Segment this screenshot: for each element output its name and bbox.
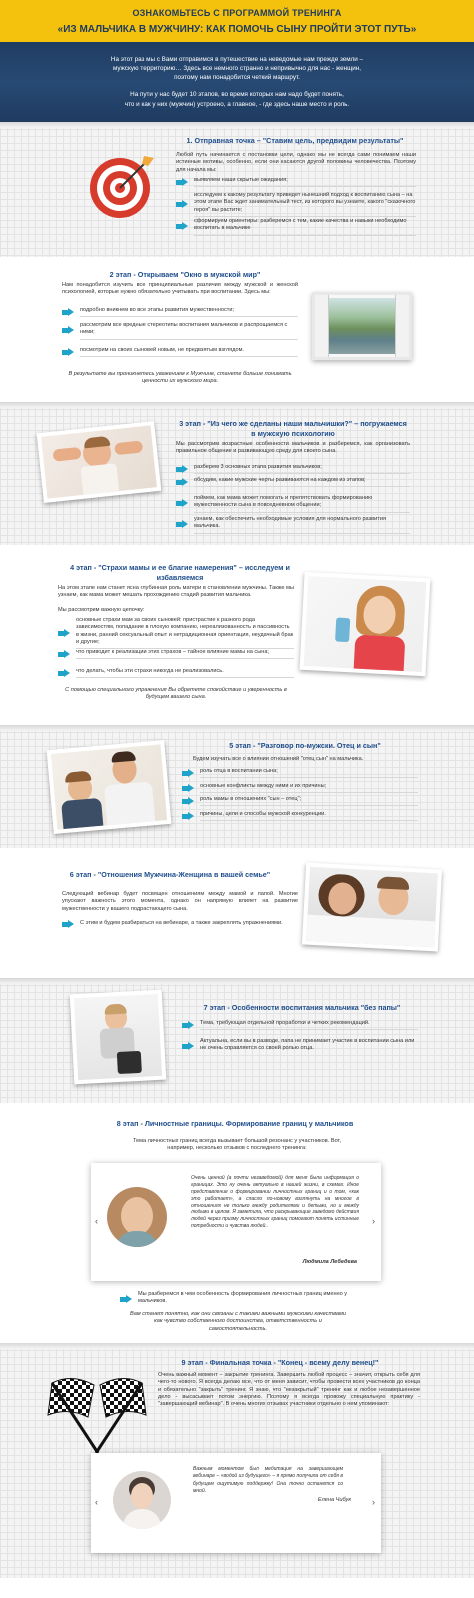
list-item — [58, 617, 294, 649]
list-item-text: основные конфликты между ними и их причины; — [200, 783, 418, 793]
reviewer-avatar — [113, 1471, 171, 1529]
reviewer-name: Елена Чибук — [317, 1497, 351, 1503]
stage-2-section — [0, 257, 474, 402]
list-item-text: роль мамы в отношениях "сын – отец"; — [200, 796, 418, 806]
stage-4-note: С помощью специального упражнения Вы обретете спокойствие и уверенность в будущем вашего сына. — [65, 687, 287, 701]
list-item — [176, 495, 410, 513]
prev-arrow-icon[interactable]: ‹ — [95, 1497, 98, 1507]
list-item — [176, 177, 416, 187]
arrow-icon — [182, 1042, 195, 1051]
arrow-icon — [182, 812, 195, 821]
stage-6-text: Следующий вебинар будет посвящен отношениям между мамой и папой. Многие упускают важность этого момента, однако он напрямую влияет на развитие мужественности у вашего подрастающего сына. — [62, 891, 298, 912]
next-arrow-icon[interactable]: › — [372, 1216, 375, 1226]
stage-1-section — [0, 122, 474, 257]
list-item — [62, 307, 298, 317]
intro-block — [0, 42, 474, 122]
review-card — [91, 1163, 381, 1281]
arrow-icon — [58, 629, 71, 638]
stage-3-section — [0, 402, 474, 545]
boy-flexing-photo — [37, 421, 162, 503]
stage-7-title: 7 этап - Особенности воспитания мальчика "без папы" — [203, 1003, 401, 1012]
checkered-flags-icon — [42, 1373, 152, 1455]
list-item — [182, 1038, 418, 1055]
arrow-icon — [176, 222, 189, 231]
list-item — [58, 649, 294, 659]
intro-line: что и как у них (мужчин) устроено, а главное, - где здесь наше место и роль. — [124, 100, 350, 108]
review-text: Важным моментом был медитация на завершающем вебинаре – «водой из будущего» – я прямо получила от себя в будущем ощутимую поддержку! Она точно останется со мной. — [193, 1466, 343, 1494]
list-item — [182, 811, 418, 821]
list-item-text: обсудим, какие мужские черты развиваются на каждом из этапов; — [194, 477, 410, 487]
stage-4-section — [0, 545, 474, 725]
list-item — [182, 783, 418, 793]
list-item-text: Мы разберемся в чем особенность формирования личностных границ именно у мальчиков. — [138, 1291, 348, 1305]
list-item-text: сформируем ориентиры: разберемся с тем, какие качества и навыки необходимо воспитать в мальчике — [194, 218, 416, 236]
review-card — [91, 1453, 381, 1553]
header-banner — [0, 0, 474, 42]
list-item — [176, 464, 410, 474]
arrow-icon — [120, 1295, 133, 1304]
window-image — [312, 292, 412, 360]
list-item-text: исследуем к какому результату приведет нынешний подход к воспитанию сына – на этом этапе Вас ждет занимательный тест, из которого вы узнаете, какого "сказочного героя" вы растите; — [194, 192, 416, 217]
list-item-text: Тема, требующая отдельной проработки и четких рекомендаций. — [200, 1020, 418, 1030]
review-text: Очень ценной (а почти незаведомой) для меня была информация о границах. Это ну очень актуально в нашей жизни, в схемах. Иное представление о формировании личностных границ и о том, «как это работает», а спасло по-новому взглянуть на многое в отношениях не только между родителями и детьми, но и между людьми в целом. Я заметила, что раскрывающие заведомо действия людей через призму личностных границ помогают понять истинные потребности и чувства людей.. — [191, 1175, 359, 1230]
arrow-icon — [58, 650, 71, 659]
target-icon — [88, 152, 156, 220]
stage-1-text: Любой путь начинается с постановки цели, однако мы не всегда сами понимаем наши истинные мотивы, особенно, если они касаются другой половины человечества. Поэтому для начала мы: — [176, 152, 416, 173]
list-item — [120, 1291, 352, 1308]
arrow-icon — [176, 178, 189, 187]
list-item — [62, 347, 298, 357]
list-item-text: что делать, чтобы эти страхи никогда не реализовались. — [76, 668, 294, 678]
couple-photo — [302, 862, 442, 951]
list-item-text: посмотрим на своих сыновей новым, не предвзятым взглядом. — [80, 347, 298, 357]
arrow-icon — [176, 478, 189, 487]
list-item — [176, 218, 416, 236]
stage-2-text: Нам понадобится изучить все принципиальные различия между мужской и женской психологией, которые нужно обязательно учитывать при воспитании. Здесь мы: — [62, 282, 298, 296]
arrow-icon — [176, 499, 189, 508]
stage-9-section — [0, 1343, 474, 1578]
list-item-text: поймем, как мама может помогать и препятствовать формированию мужественности сына в повседневном общении; — [194, 495, 410, 513]
arrow-icon — [176, 520, 189, 529]
list-item — [176, 516, 410, 534]
stage-7-section — [0, 978, 474, 1103]
list-item-text: Актуальна, если вы в разводе, папа не принимает участие в воспитании сына или не очень справляется со своей ролью отца. — [200, 1038, 415, 1052]
prev-arrow-icon[interactable]: ‹ — [95, 1216, 98, 1226]
stage-8-title: 8 этап - Личностные границы. Формирование границ у мальчиков — [116, 1119, 354, 1128]
sad-boy-photo — [70, 990, 167, 1085]
list-item — [58, 668, 294, 678]
stage-6-section — [0, 848, 474, 978]
header-subtitle: ОЗНАКОМЬТЕСЬ С ПРОГРАММОЙ ТРЕНИНГА — [132, 8, 342, 18]
list-item-text: подробно вникнем во все этапы развития мужественности; — [80, 307, 298, 317]
arrow-icon — [62, 308, 75, 317]
list-item-text: причины, цели и способы мужской конкуренции. — [200, 811, 418, 821]
stage-5-text: Будем изучать все о влиянии отношений "отец сын" на мальчика. — [193, 756, 364, 762]
stage-4-text-2: Мы рассмотрим важную цепочку: — [58, 607, 145, 613]
worried-woman-photo — [300, 572, 431, 676]
header-title: «ИЗ МАЛЬЧИКА В МУЖЧИНУ: КАК ПОМОЧЬ СЫНУ ПРОЙТИ ЭТОТ ПУТЬ» — [57, 23, 417, 35]
stage-3-title: 3 этап - "Из чего же сделаны наши мальчишки?" – погружаемся в мужскую психологию — [179, 419, 407, 438]
father-son-photo — [47, 740, 172, 834]
list-item — [182, 768, 418, 778]
list-item — [62, 322, 298, 340]
stage-4-title: 4 этап - "Страхи мамы и ее благие намерения" – исследуем и избавляемся — [70, 563, 290, 582]
reviewer-avatar — [107, 1187, 167, 1247]
list-item — [182, 796, 418, 806]
list-item — [182, 1020, 418, 1030]
list-item-text: роль отца в воспитании сына; — [200, 768, 418, 778]
stage-2-note: В результате вы проникнетесь уважением к Мужчине, станете больше понимать ценности их мужского мира. — [68, 371, 292, 385]
stage-5-title: 5 этап - "Разговор по-мужски. Отец и сын" — [229, 741, 381, 750]
stage-9-title: 9 этап - Финальная точка - "Конец - всему делу венец!" — [181, 1358, 379, 1367]
list-item-text: разберем 3 основных этапа развития мальчиков; — [194, 464, 410, 474]
arrow-icon — [182, 797, 195, 806]
stage-8-text: Тема личностных границ всегда вызывает большой резонанс у участников. Вот, например, несколько отзывов с последнего тренинга: — [132, 1138, 342, 1152]
list-item-text: рассмотрим все вредные стереотипы воспитания мальчиков и распрощаемся с ними; — [80, 322, 298, 340]
intro-line: поэтому нам понадобится четкий маршрут. — [174, 74, 300, 82]
stage-1-title: 1. Отправная точка – "Ставим цель, предвидим результаты" — [186, 136, 404, 145]
arrow-icon — [176, 200, 189, 209]
stage-8-section — [0, 1103, 474, 1343]
stage-3-text: Мы рассмотрим возрастные особенности мальчиков и разберемся, как организовать правильное общение и развивающую среду для своего сына. — [176, 441, 410, 455]
stage-9-text: Очень важный момент – закрытие тренинга. Завершить любой процесс – значит, открыть себя для чего-то нового. Я всегда делаю все, что от меня зависит, чтобы провести всех участников до конца и обязательно "закрыть" тренинг. Я знаю, что "незакрытый" тренинг как и любое незавершенное дело - высасывает потом энергию. Поэтому я всегда провожу специальную практику - "завершающий вебинар". В очень многих отзывах участники отдельно о нем упоминают: — [158, 1372, 420, 1408]
intro-line: мужскую территорию… Здесь все немного странно и непривычно для нас - женщин, — [112, 65, 362, 73]
arrow-icon — [176, 465, 189, 474]
arrow-icon — [62, 348, 75, 357]
stage-5-section — [0, 725, 474, 848]
list-item — [62, 920, 298, 929]
list-item-text: выявляем наши скрытые ожидания; — [194, 177, 416, 187]
stage-6-title: 6 этап - "Отношения Мужчина-Женщина в вашей семье" — [69, 870, 271, 879]
intro-line: На пути у нас будет 10 этапов, во время которых нам надо будет понять, — [130, 91, 344, 99]
arrow-icon — [182, 784, 195, 793]
list-item-text: С этим и будем разбираться на вебинаре, а также закреплять упражнениями. — [80, 920, 283, 926]
reviewer-name: Людмила Лебедева — [302, 1259, 357, 1265]
arrow-icon — [58, 669, 71, 678]
list-item — [176, 192, 416, 217]
next-arrow-icon[interactable]: › — [372, 1497, 375, 1507]
list-item — [176, 477, 410, 487]
intro-paragraph-1 — [0, 55, 474, 82]
intro-line: На этот раз мы с Вами отправимся в путешествие на неведомые нам прежде земли – — [110, 56, 364, 63]
list-item-text: основные страхи мам за своих сыновей: пристрастие к разного рода зависимостям, попадание в плохую компанию, нереализованность и пассивность в жизни, ранний сексуальный опыт и нетрадиционная ориентация, неудачный брак и другие; — [76, 617, 294, 649]
stage-4-text: На этом этапе нам станет ясна глубинная роль матери в становлении мужчины. Также мы узнаем, как мама может мешать прохождению стадий развития мальчика. — [58, 585, 294, 599]
stage-2-title: 2 этап - Открываем "Окно в мужской мир" — [109, 270, 261, 279]
arrow-icon — [182, 1021, 195, 1030]
arrow-icon — [62, 326, 75, 335]
intro-paragraph-2 — [0, 90, 474, 108]
stage-8-note: Вам станет понятно, как они связаны с такими важными мужскими качествами как чувство собственного достоинства, ответственность и самостоятельность. — [130, 1311, 346, 1332]
list-item-text: узнаем, как обеспечить необходимые условия для нормального развития мальчика. — [194, 516, 410, 534]
list-item-text: что приводит к реализации этих страхов – тайное влияние мамы на сына; — [76, 649, 294, 659]
arrow-icon — [182, 769, 195, 778]
arrow-icon — [62, 920, 75, 929]
